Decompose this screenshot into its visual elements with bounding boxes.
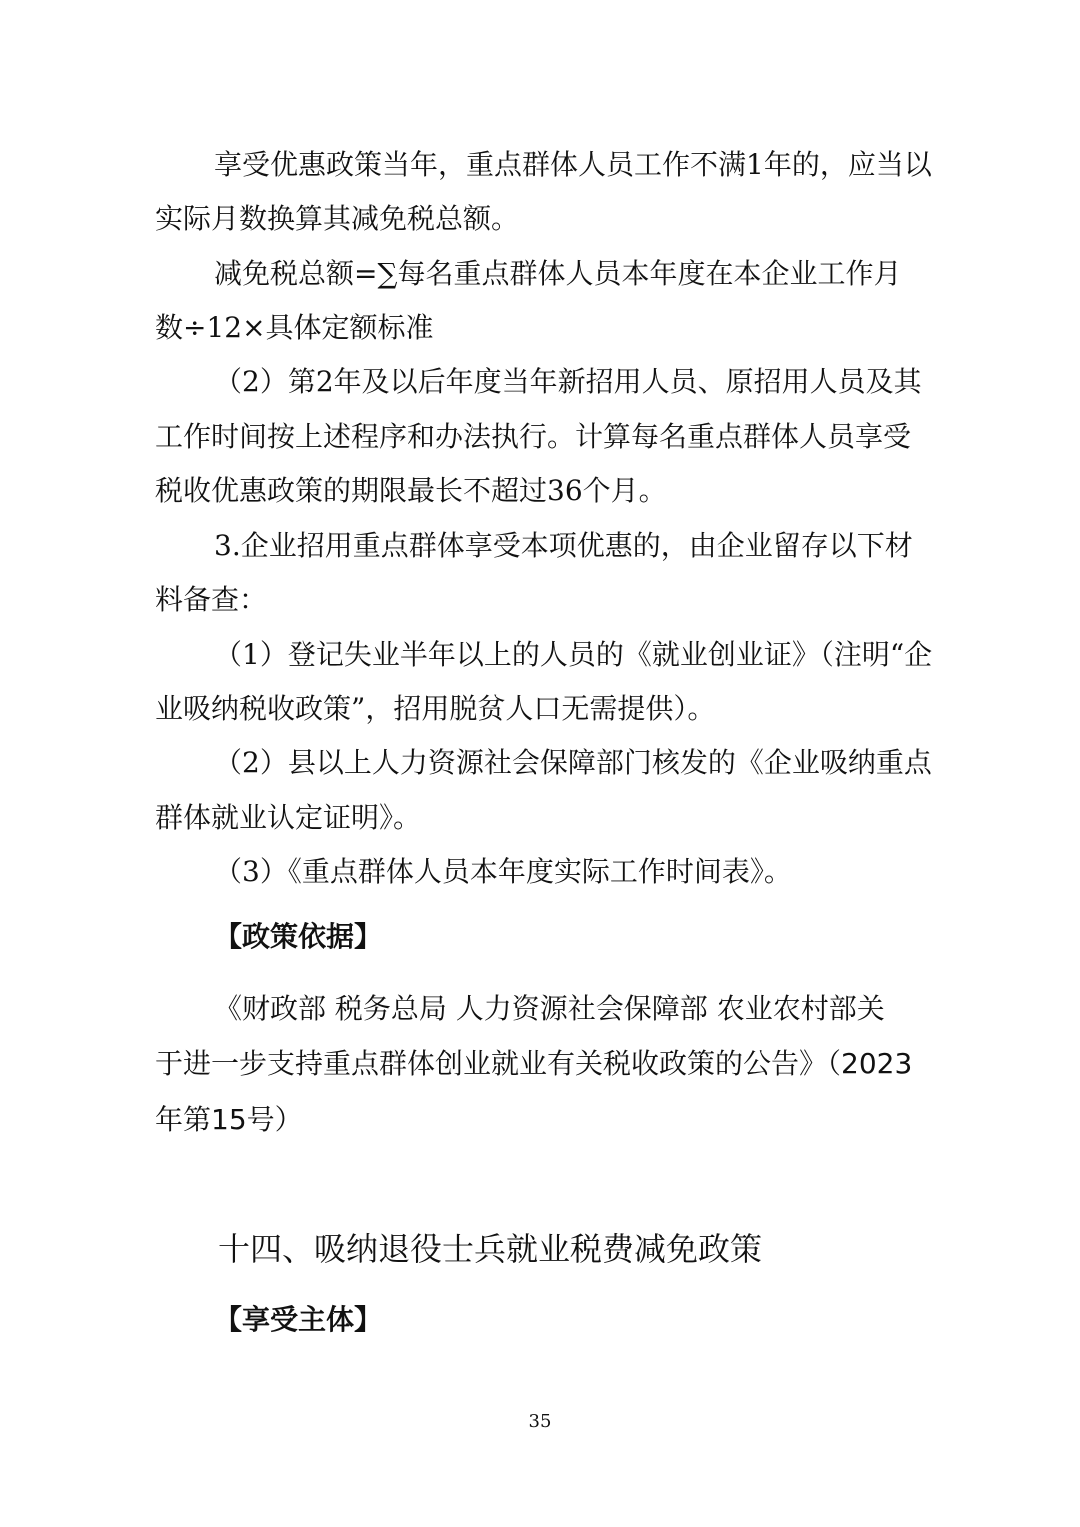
section-title: 十四、吸纳退役士兵就业税费减免政策 xyxy=(218,1230,763,1268)
paragraph-2-line-3: 税收优惠政策的期限最长不超过36个月。 xyxy=(155,474,667,507)
page-number: 35 xyxy=(528,1411,552,1432)
paragraph-2-line-2: 工作时间按上述程序和办法执行。计算每名重点群体人员享受 xyxy=(155,420,912,453)
item-2-line-2: 群体就业认定证明》。 xyxy=(155,801,422,834)
formula-line-1: 减免税总额=∑每名重点群体人员本年度在本企业工作月 xyxy=(214,257,902,290)
item-1-line-2: 业吸纳税收政策”，招用脱贫人口无需提供）。 xyxy=(155,692,716,725)
policy-basis-heading: 【政策依据】 xyxy=(214,920,383,953)
paragraph-3-line-1: 3.企业招用重点群体享受本项优惠的，由企业留存以下材 xyxy=(214,529,913,562)
policy-basis-line-1: 《财政部 税务总局 人力资源社会保障部 农业农村部关 xyxy=(214,992,885,1025)
item-3-line-1: （3）《重点群体人员本年度实际工作时间表》。 xyxy=(214,855,792,888)
paragraph-2-line-1: （2）第2年及以后年度当年新招用人员、原招用人员及其 xyxy=(214,365,922,398)
paragraph-1-line-1: 享受优惠政策当年，重点群体人员工作不满1年的，应当以 xyxy=(214,148,932,181)
policy-basis-line-3: 年第15号） xyxy=(155,1103,303,1136)
formula-line-2: 数÷12×具体定额标准 xyxy=(155,311,434,344)
item-1-line-1: （1）登记失业半年以上的人员的《就业创业证》（注明“企 xyxy=(214,638,933,671)
section-subheading: 【享受主体】 xyxy=(214,1303,383,1336)
policy-basis-line-2: 于进一步支持重点群体创业就业有关税收政策的公告》（2023 xyxy=(155,1047,913,1080)
paragraph-3-line-2: 料备查： xyxy=(155,583,268,616)
item-2-line-1: （2）县以上人力资源社会保障部门核发的《企业吸纳重点 xyxy=(214,746,932,779)
paragraph-1-line-2: 实际月数换算其减免税总额。 xyxy=(155,202,520,235)
